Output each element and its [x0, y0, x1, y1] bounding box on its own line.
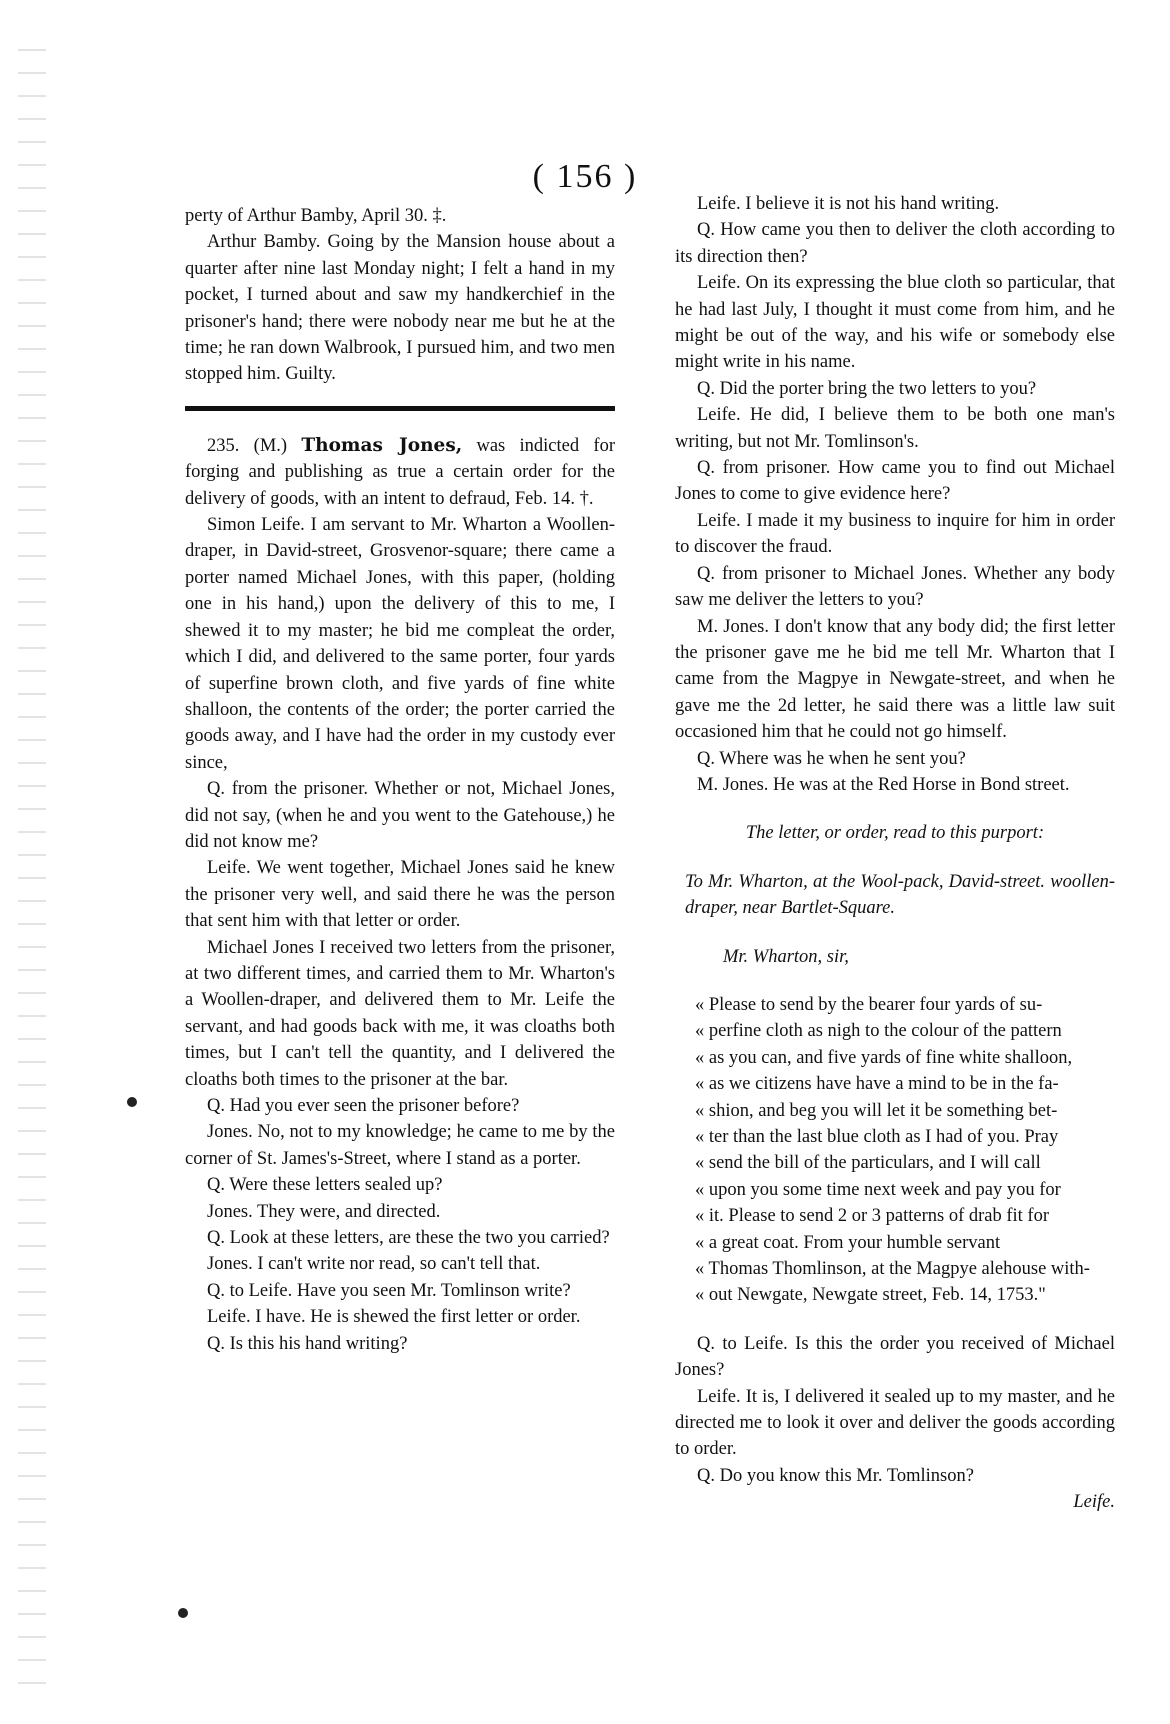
case-heading — [185, 433, 615, 512]
paragraph: M. Jones. I don't know that any body did; the first letter the prisoner gave me he bid me tell Mr. Wharton that I came from the Magpye in Newgate-street, and when he gave me the 2d letter, he said there was a little law suit occasioned him that he could not go himself. — [675, 616, 1115, 743]
paragraph: Leife. It is, I delivered it sealed up to my master, and he directed me to look it over and deliver the goods according to order. — [675, 1386, 1115, 1460]
paragraph: Q. How came you then to deliver the cloth according to its direction then? — [675, 220, 1115, 267]
paragraph: Jones. I can't write nor read, so can't tell that. — [207, 1254, 541, 1275]
paragraph: Jones. They were, and directed. — [207, 1201, 441, 1222]
letter-address: To Mr. Wharton, at the Wool-pack, David-street. woollen-draper, near Bartlet-Square. — [685, 871, 1115, 919]
letter-line: « it. Please to send 2 or 3 patterns of drab fit for — [695, 1206, 1049, 1227]
left-column — [185, 203, 615, 1357]
paragraph: Leife. I have. He is shewed the first letter or order. — [207, 1307, 581, 1328]
letter-line: « out Newgate, Newgate street, Feb. 14, 1753." — [695, 1285, 1046, 1306]
paragraph: Q. Is this his hand writing? — [207, 1333, 408, 1354]
spacer — [675, 1309, 1115, 1331]
scan-edge-bleed — [18, 40, 46, 1700]
case-number: 235. (M.) — [207, 435, 288, 456]
paragraph: Leife. We went together, Michael Jones said he knew the prisoner very well, and said there he was the person that sent him with that letter or order. — [185, 858, 615, 932]
paragraph: Q. Had you ever seen the prisoner before? — [207, 1096, 520, 1116]
letter-salutation: Mr. Wharton, sir, — [723, 946, 849, 967]
letter-line: « shion, and beg you will let it be something bet- — [695, 1100, 1058, 1121]
letter-line: « Thomas Thomlinson, at the Magpye alehouse with- — [695, 1259, 1090, 1280]
paragraph: Q. Did the porter bring the two letters to you? — [697, 378, 1037, 399]
catchword: Leife. — [1073, 1492, 1115, 1513]
letter-line: « perfine cloth as nigh to the colour of the pattern — [695, 1021, 1062, 1042]
paragraph: Q. from the prisoner. Whether or not, Michael Jones, did not say, (when he and you went to the Gatehouse,) he did not know me? — [185, 779, 615, 852]
spacer — [675, 798, 1115, 820]
paragraph: Leife. I believe it is not his hand writing. — [697, 194, 1000, 214]
paragraph: Michael Jones I received two letters from the prisoner, at two different times, and carried them to Mr. Wharton's a Woollen-draper, and delivered them to Mr. Leife the servant, and had goods back with me, it was cloaths both times, but I can't tell the quantity, and I delivered the cloaths both times to the prisoner at the bar. — [185, 937, 615, 1090]
letter-body — [675, 992, 1115, 1309]
paragraph: Q. from prisoner to Michael Jones. Whether any body saw me deliver the letters to you? — [675, 563, 1115, 611]
defendant-name: Thomas Jones, — [301, 434, 463, 456]
spacer — [675, 847, 1115, 869]
ink-blot — [127, 1097, 137, 1107]
paragraph: Q. Do you know this Mr. Tomlinson? — [697, 1465, 974, 1486]
letter-line: « send the bill of the particulars, and I will call — [695, 1153, 1041, 1174]
spacer — [675, 970, 1115, 992]
letter-line: « ter than the last blue cloth as I had of you. Pray — [695, 1127, 1059, 1147]
paragraph: perty of Arthur Bamby, April 30. ‡. — [185, 206, 447, 226]
letter-line: « a great coat. From your humble servant — [695, 1232, 1001, 1253]
page-number: ( 156 ) — [532, 158, 638, 195]
right-column — [675, 191, 1115, 1516]
letter-line: « as you can, and five yards of fine white shalloon, — [695, 1047, 1073, 1068]
paragraph: Arthur Bamby. Going by the Mansion house about a quarter after nine last Monday night; I felt a hand in my pocket, I turned about and saw my handkerchief in the prisoner's hand; there were nobody near me but he at the time; he ran down Walbrook, I pursued him, and two men stopped him. Guilty. — [185, 232, 615, 385]
paragraph: M. Jones. He was at the Red Horse in Bond street. — [697, 774, 1070, 795]
section-rule — [185, 406, 615, 411]
spacer — [675, 922, 1115, 944]
letter-line: « upon you some time next week and pay you for — [695, 1179, 1061, 1200]
paragraph: Q. to Leife. Is this the order you received of Michael Jones? — [675, 1333, 1115, 1381]
paragraph: Leife. He did, I believe them to be both one man's writing, but not Mr. Tomlinson's. — [675, 405, 1115, 452]
ink-blot — [178, 1608, 188, 1618]
paragraph: Leife. I made it my business to inquire for him in order to discover the fraud. — [675, 510, 1115, 558]
paragraph: Q. Where was he when he sent you? — [697, 748, 966, 769]
letter-line: « Please to send by the bearer four yards of su- — [695, 994, 1043, 1015]
paragraph: Simon Leife. I am servant to Mr. Wharton a Woollen-draper, in David-street, Grosvenor-square; there came a porter named Michael Jones, with this paper, (holding one in his hand,) upon the delivery of this to me, I shewed it to my master; he bid me compleat the order, which I did, and delivered to the same porter, four yards of superfine brown cloth, and five yards of fine white shalloon, the contents of the order; the porter carried the goods away, and I have had the order in my custody ever since, — [185, 515, 615, 773]
paragraph: Jones. No, not to my knowledge; he came to me by the corner of St. James's-Street, where I stand as a porter. — [185, 1122, 615, 1169]
paragraph: Q. to Leife. Have you seen Mr. Tomlinson write? — [207, 1280, 571, 1301]
paragraph: Q. Were these letters sealed up? — [207, 1175, 443, 1196]
paragraph: Leife. On its expressing the blue cloth so particular, that he had last July, I thought it must come from him, and he might be out of the way, and his wife or somebody else might write in his name. — [675, 273, 1115, 373]
paragraph: Q. Look at these letters, are these the two you carried? — [207, 1228, 610, 1249]
paragraph: Q. from prisoner. How came you to find out Michael Jones to come to give evidence here? — [675, 458, 1115, 505]
letter-line: « as we citizens have have a mind to be in the fa- — [695, 1074, 1059, 1095]
case-text: was indicted for forging and publishing as true a certain order for the delivery of goods, with an intent to defraud, Feb. 14. †. — [185, 435, 615, 509]
letter-intro: The letter, or order, read to this purport: — [745, 823, 1045, 844]
